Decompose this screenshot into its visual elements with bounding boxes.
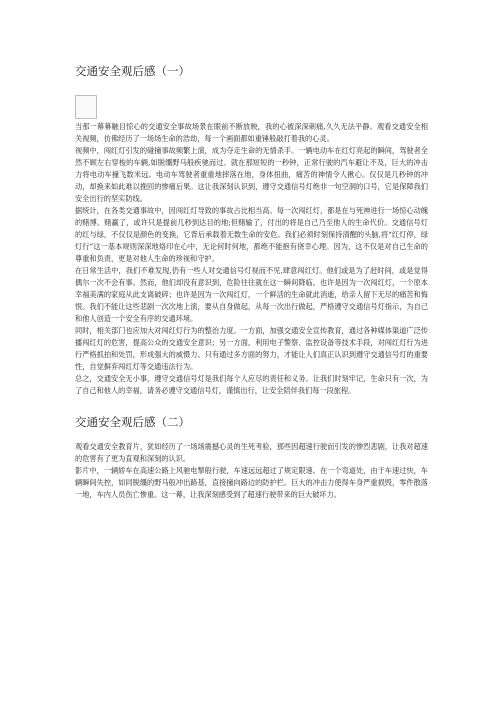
section-body (75, 121, 428, 397)
paragraph: 影片中，一辆轿车在高速公路上风驰电掣般行驶，车速远远超过了规定限速。在一个弯道处，由于车速过快，车辆瞬间失控，如同脱缰的野马般冲出路基，直接撞向路边的防护栏。巨大的冲击力使得车身严重损毁，零件散落一地，车内人员伤亡惨重。这一幕，让我深刻感受到了超速行驶带来的巨大破坏力。 (75, 466, 428, 499)
paragraph: 据统计，在各类交通事故中，因闯红灯导致的事故占比相当高。每一次闯红灯，都是在与死神进行一场惊心动魄的赌博。赌赢了，或许只是提前几秒到达目的地;但赌输了，付出的将是自己乃至他人的生命代价。交通信号灯的红与绿，不仅仅是颜色的变换，它背后承载着无数生命的安危。我们必须时刻保持清醒的头脑,将“红灯停，绿灯行”这一基本规则深深地烙印在心中，无论何时何地，都绝不能抱有侥幸心理。因为，这不仅是对自己生命的尊重和负责，更是对他人生命的珍视和守护。 (75, 206, 428, 263)
section-body (75, 441, 428, 501)
section-title: 交通安全观后感（二） (75, 415, 190, 429)
paragraph: 视频中，闯红灯引发的碰撞事故频繁上演，成为夺走生命的无情杀手。一辆电动车在红灯亮起的瞬间，驾驶者全然不顾左右穿梭的车辆,如脱缰野马般疾驰而过。就在那短短的一秒钟，正常行驶的汽车避让不及，巨大的冲击力将电动车撞飞数米远。电动车驾驶者重重地摔落在地，身体扭曲，痛苦的神情令人揪心。仅仅是几秒钟的冲动，却换来如此难以挽回的惨痛后果。这让我深刻认识到，遵守交通信号灯绝非一句空洞的口号，它是保障我们安全出行的坚实防线。 (75, 146, 428, 203)
section-title: 交通安全观后感（一） (75, 64, 190, 78)
section-1 (75, 64, 428, 397)
paragraph: 总之，交通安全无小事，遵守交通信号灯是我们每个人应尽的责任和义务。让我们时刻牢记，生命只有一次，为了自己和他人的幸福，请务必遵守交通信号灯，谨慎出行，让安全陪伴我们每一段旅程。 (75, 374, 428, 395)
document-content (75, 64, 428, 501)
paragraph: 当那一幕幕触目惊心的交通安全事故场景在眼前不断放映，我的心被深深刺痛,久久无法平静。观看交通安全相关视频，仿佛经历了一场场生命的浩劫，每一个画面都如重锤般敲打着我的心灵。 (75, 122, 428, 143)
section-2 (75, 415, 428, 501)
paragraph: 观看交通安全教育片，犹如经历了一场场震撼心灵的生死考验，那些因超速行驶而引发的惨烈悲剧，让我对超速的危害有了更为直观和深刻的认识。 (75, 442, 428, 463)
paragraph: 同时，相关部门也应加大对闯红灯行为的整治力度。一方面，加强交通安全宣传教育，通过各种媒体渠道广泛传播闯红灯的危害，提高公众的交通安全意识；另一方面，利用电子警察、监控设备等技术手段，对闯红灯行为进行严格抓拍和处罚，形成强大的威慑力。只有通过多方面的努力，才能让人们真正认识到遵守交通信号灯的重要性，自觉摒弃闯红灯等交通违法行为。 (75, 326, 428, 371)
image-placeholder (75, 95, 97, 119)
paragraph: 在日常生活中，我们不难发现,仍有一些人对交通信号灯视而不见,肆意闯红灯。他们或是为了赶时间，或是觉得偶尔一次不会有事。然而，他们却没有意识到，危险往往就在这一瞬间降临。也许是因为一次闯红灯，一个原本幸福美满的家庭从此支离破碎；也许是因为一次闯红灯，一个鲜活的生命就此消逝，给亲人留下无尽的痛苦和悔恨。我们不能让这些悲剧一次次地上演，要从自身做起，从每一次出行做起，严格遵守交通信号灯指示，为自己和他人创造一个安全有序的交通环境。 (75, 266, 428, 323)
